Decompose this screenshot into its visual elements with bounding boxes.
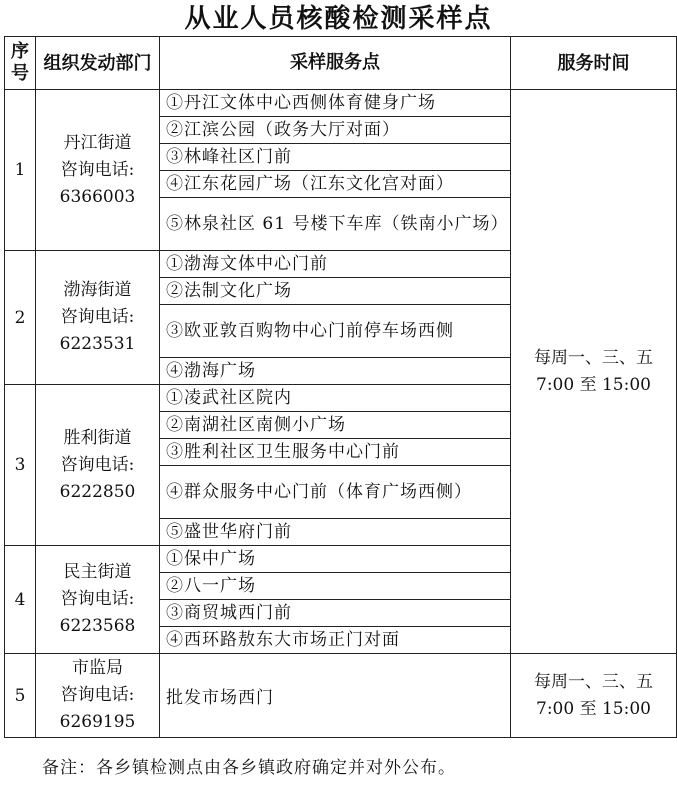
org-phone: 6222850 [59,481,136,502]
org-phone-label: 咨询电话: [60,159,135,180]
service-time [511,654,677,738]
site-item: ③欧亚敦百购物中心门前停车场西侧 [160,305,510,358]
org-name: 渤海街道 [63,280,132,300]
org-phone: 6223568 [59,616,136,636]
org-phone-label: 咨询电话: [60,454,135,475]
row-seq: 3 [5,385,36,546]
site-item: ①保中广场 [160,546,510,573]
site-item: ②江滨公园（政务大厅对面） [160,117,510,144]
table-row [5,654,677,738]
org-phone-label: 咨询电话: [60,307,135,327]
row-seq: 5 [5,654,36,738]
service-hours: 7:00 至 15:00 [536,698,651,719]
document-title: 从业人员核酸检测采样点 [184,4,493,34]
org-name: 民主街道 [63,562,132,582]
org-phone: 6269195 [59,712,136,732]
row-org [36,90,160,251]
row-org [36,654,160,738]
site-item: ③商贸城西门前 [160,600,510,627]
site-item: ①丹江文体中心西侧体育健身广场 [160,90,510,117]
org-name: 胜利街道 [63,427,132,448]
site-item: ③林峰社区门前 [160,144,510,171]
site-item: ②八一广场 [160,573,510,600]
site-item: ③胜利社区卫生服务中心门前 [160,439,510,466]
site-item: ①渤海文体中心门前 [160,251,510,278]
site-item: 批发市场西门 [160,654,511,738]
row-sites [160,90,511,251]
row-sites [160,385,511,546]
service-days: 每周一、三、五 [534,347,653,368]
site-item: ④江东花园广场（江东文化宫对面） [160,171,510,198]
org-phone-label: 咨询电话: [60,685,135,705]
site-item: ④渤海广场 [160,358,510,385]
table-row [5,90,677,251]
site-item: ①凌武社区院内 [160,385,510,412]
sampling-sites-table [4,36,677,738]
org-phone-label: 咨询电话: [60,589,135,609]
row-seq: 2 [5,251,36,385]
site-item: ⑤林泉社区 61 号楼下车库（铁南小广场） [160,198,510,251]
row-org [36,546,160,654]
service-hours: 7:00 至 15:00 [536,374,651,395]
row-org [36,385,160,546]
footnote: 备注：各乡镇检测点由各乡镇政府确定并对外公布。 [42,758,456,778]
header-time: 服务时间 [511,37,677,90]
org-phone: 6366003 [59,186,136,207]
org-name: 丹江街道 [63,132,132,153]
site-item: ②法制文化广场 [160,278,510,305]
site-item: ④群众服务中心门前（体育广场西侧） [160,466,510,519]
site-item: ②南湖社区南侧小广场 [160,412,510,439]
service-time-merged [511,90,677,654]
row-seq: 1 [5,90,36,251]
site-item: ④西环路敖东大市场正门对面 [160,627,510,654]
row-org [36,251,160,385]
row-sites [160,546,511,654]
org-name: 市监局 [72,658,123,678]
row-sites [160,251,511,385]
header-sites: 采样服务点 [160,37,511,90]
header-org: 组织发动部门 [36,37,160,90]
row-seq: 4 [5,546,36,654]
site-item: ⑤盛世华府门前 [160,519,510,546]
service-days: 每周一、三、五 [534,671,653,692]
org-phone: 6223531 [59,334,136,354]
header-seq: 序号 [5,37,36,90]
